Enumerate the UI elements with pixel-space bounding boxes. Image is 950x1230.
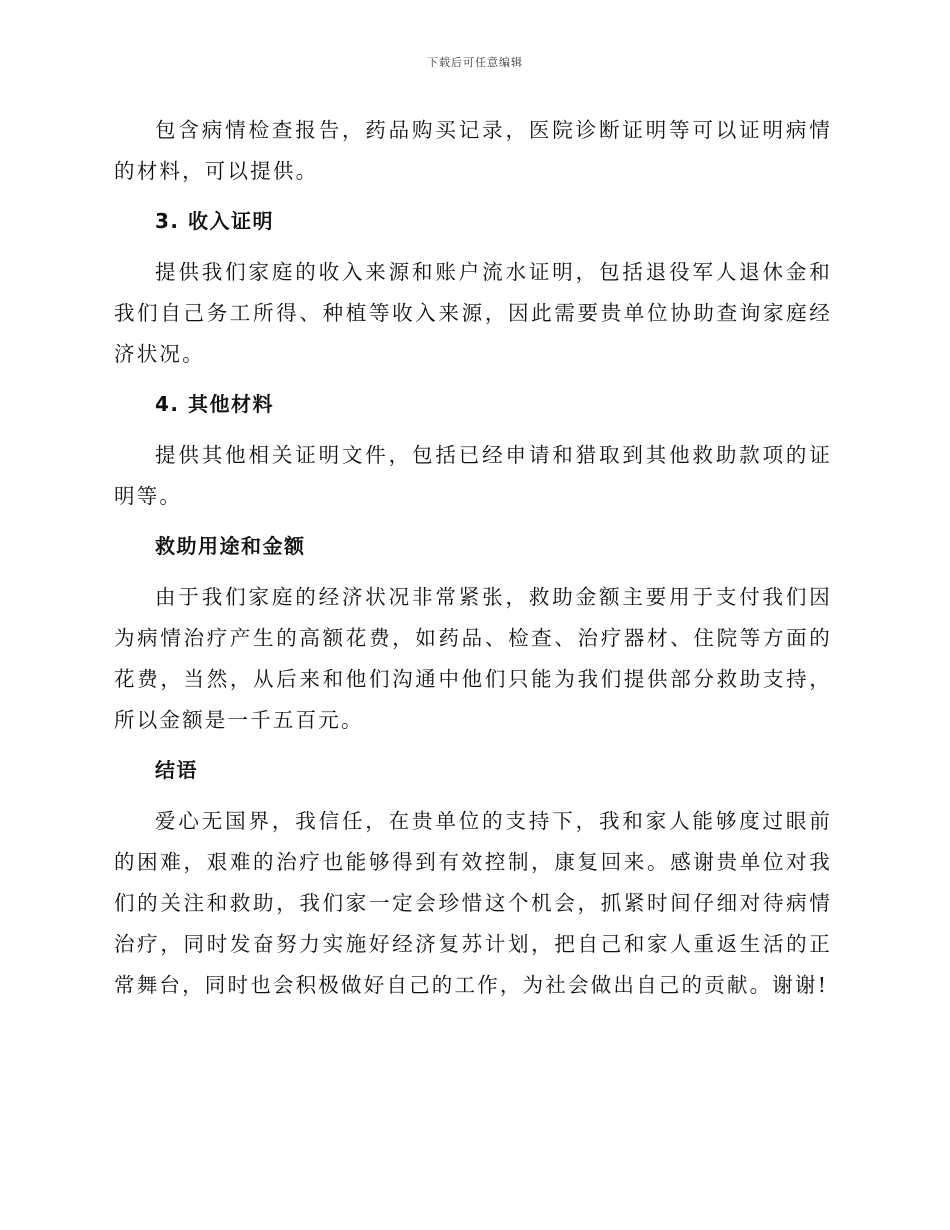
page-header: 下载后可任意编辑: [427, 56, 523, 69]
document-body: [114, 110, 832, 1015]
paragraph-aid-purpose: 由于我们家庭的经济状况非常紧张，救助金额主要用于支付我们因为病情治疗产生的高额花费，如药品、检查、治疗器材、住院等方面的花费，当然，从后来和他们沟通中他们只能为我们提供部分救助支持，所以金额是一千五百元。: [114, 585, 832, 732]
paragraph-medical-materials: 包含病情检查报告，药品购买记录，医院诊断证明等可以证明病情的材料，可以提供。: [114, 118, 832, 183]
paragraph-other-materials: 提供其他相关证明文件，包括已经申请和猎取到其他救助款项的证明等。: [114, 443, 832, 508]
heading-aid-purpose: 救助用途和金额: [155, 534, 306, 558]
heading-conclusion: 结语: [155, 758, 198, 782]
paragraph-conclusion: 爱心无国界，我信任，在贵单位的支持下，我和家人能够度过眼前的困难，艰难的治疗也能够得到有效控制，康复回来。感谢贵单位对我们的关注和救助，我们家一定会珍惜这个机会，抓紧时间仔细对待病情治疗，同时发奋努力实施好经济复苏计划，把自己和家人重返生活的正常舞台，同时也会积极做好自己的工作，为社会做出自己的贡献。谢谢!: [114, 809, 832, 997]
heading-other-materials: 4. 其他材料: [155, 392, 274, 416]
paragraph-income-proof: 提供我们家庭的收入来源和账户流水证明，包括退役军人退休金和我们自己务工所得、种植等收入来源，因此需要贵单位协助查询家庭经济状况。: [114, 260, 832, 366]
heading-income-proof: 3. 收入证明: [155, 209, 274, 233]
